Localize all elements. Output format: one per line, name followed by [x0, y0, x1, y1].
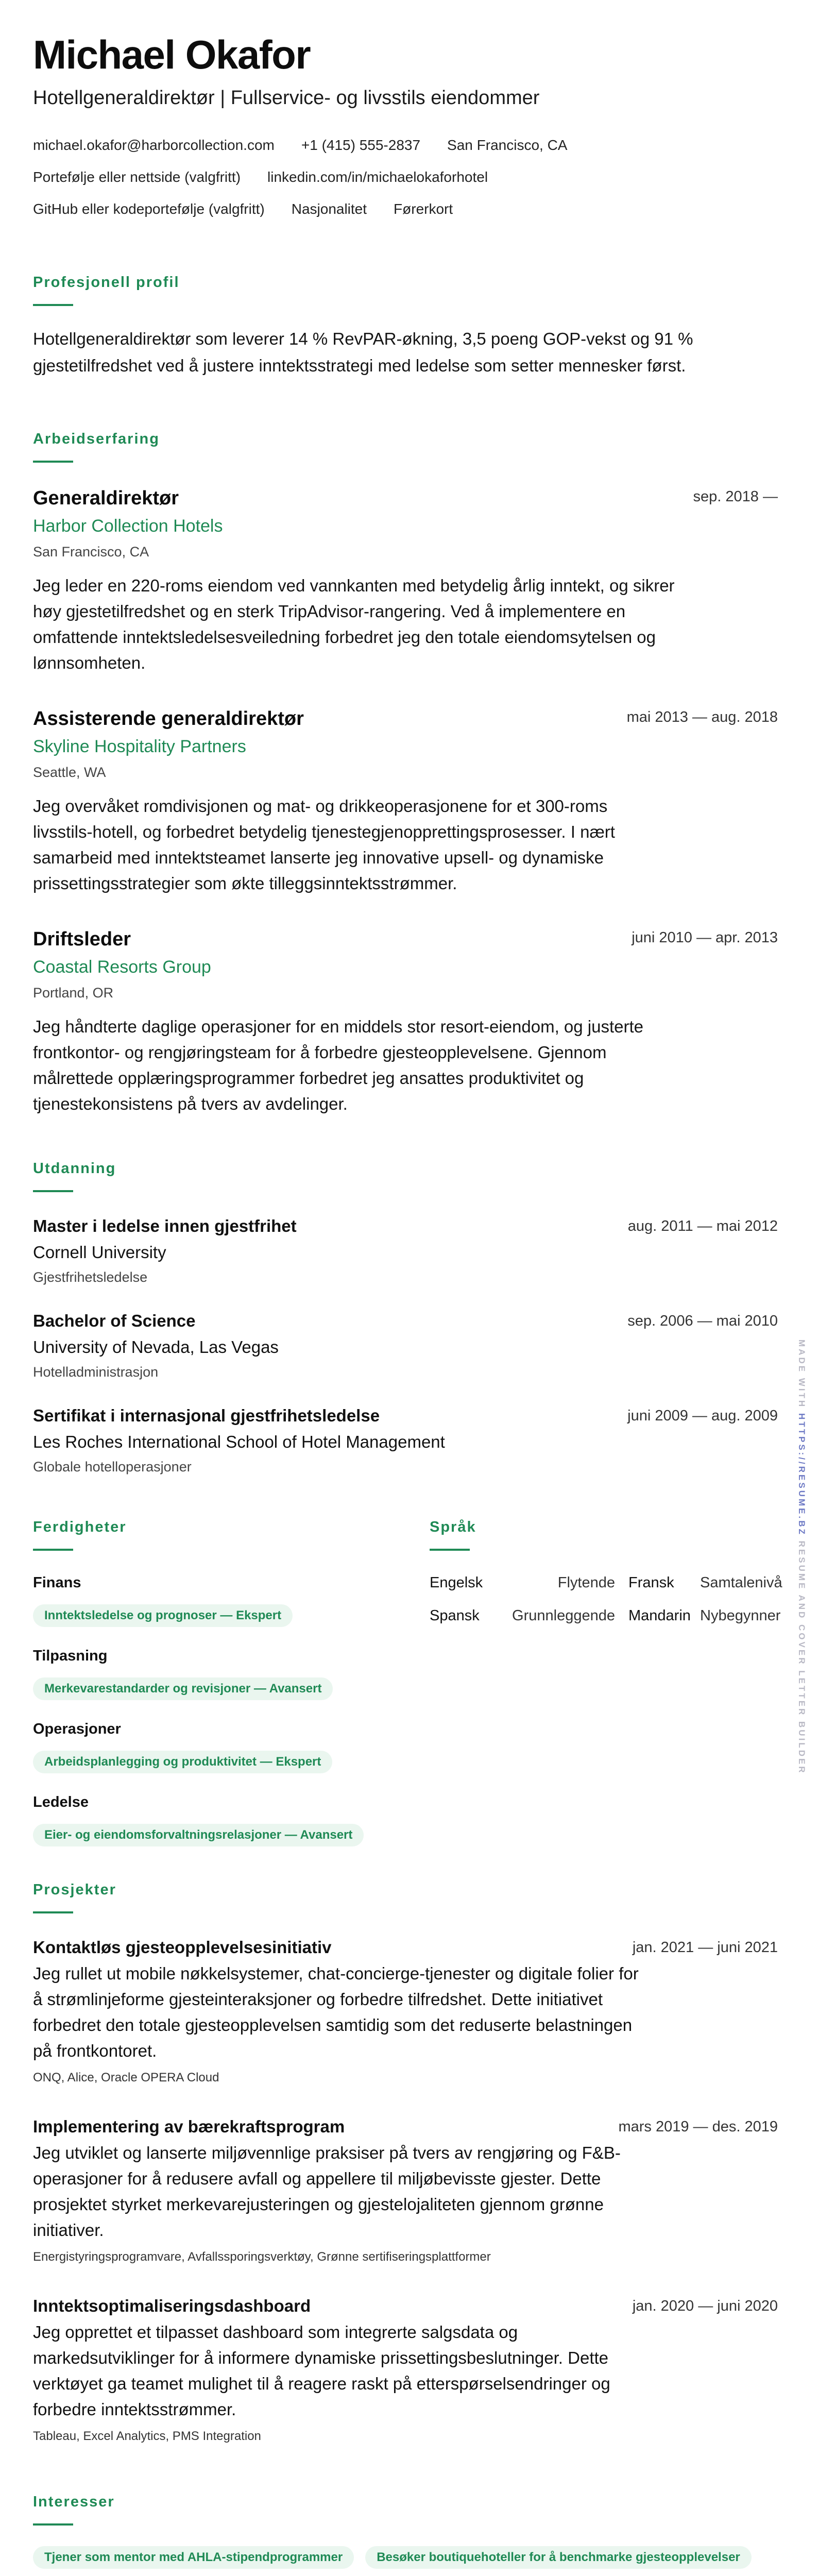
contact-license: Førerkort [394, 201, 453, 217]
education-school: Les Roches International School of Hotel Management [33, 1432, 445, 1451]
skill-category: Tilpasning [33, 1648, 108, 1664]
job-location: Portland, OR [33, 985, 114, 1001]
language-level: Flytende [557, 1574, 615, 1591]
project-entry [33, 1936, 778, 2087]
job-company: Harbor Collection Hotels [33, 516, 223, 536]
skill-pill: Arbeidsplanlegging og produktivitet — Ekspert [33, 1751, 332, 1773]
job-title: Generaldirektør [33, 487, 179, 509]
language-name: Engelsk [430, 1574, 483, 1591]
watermark-text [796, 1340, 807, 1775]
job-description: Jeg overvåket romdivisjonen og mat- og drikkeoperasjonene for et 300-roms livsstils-hotell, og forbedret betydelig tjenestegjenopprettingsprosesser. I nært samarbeid med inntektsteamet lanserte jeg innovative upsell- og dynamiske prissettingsstrategier som økte tilleggsinntektsstrømmer. [33, 796, 615, 893]
languages-section [430, 1517, 782, 1626]
project-date: jan. 2020 — juni 2020 [632, 2298, 778, 2314]
interest-pill: Besøker boutiquehoteller for å benchmarke gjesteopplevelser [365, 2546, 752, 2569]
contact-row-3 [33, 199, 778, 219]
education-degree: Sertifikat i internasjonal gjestfrihetsledelse [33, 1406, 380, 1425]
watermark-suffix: RESUME AND COVER LETTER BUILDER [797, 1540, 807, 1775]
project-title: Implementering av bærekraftsprogram [33, 2117, 345, 2136]
watermark-prefix: MADE WITH [797, 1340, 807, 1409]
education-degree: Bachelor of Science [33, 1311, 196, 1330]
contact-nationality: Nasjonalitet [291, 201, 367, 217]
contact-row-1 [33, 135, 778, 156]
section-divider [33, 1549, 73, 1551]
section-divider [430, 1549, 470, 1551]
education-field: Hotelladministrasjon [33, 1364, 159, 1380]
skills-languages-row [33, 1517, 782, 1846]
skill-category: Ledelse [33, 1794, 89, 1810]
education-date: aug. 2011 — mai 2012 [627, 1218, 778, 1234]
education-entry [33, 1404, 778, 1477]
watermark-link[interactable]: HTTPS://RESUME.BZ [797, 1413, 807, 1536]
job-date: mai 2013 — aug. 2018 [626, 709, 778, 725]
language-row [430, 1605, 781, 1626]
interests-section [33, 2492, 778, 2576]
job-company: Skyline Hospitality Partners [33, 737, 246, 756]
section-divider [33, 461, 73, 463]
project-date: mars 2019 — des. 2019 [618, 2119, 778, 2135]
job-title: Driftsleder [33, 928, 131, 950]
builder-watermark [797, 1340, 809, 1775]
experience-section [33, 429, 778, 1117]
skills-section [33, 1517, 414, 1846]
education-school: University of Nevada, Las Vegas [33, 1337, 279, 1357]
section-title-skills: Ferdigheter [33, 1519, 127, 1535]
language-name: Fransk [628, 1574, 674, 1591]
job-company: Coastal Resorts Group [33, 957, 211, 977]
job-title: Assisterende generaldirektør [33, 708, 304, 730]
candidate-headline: Hotellgeneraldirektør | Fullservice- og livsstils eiendommer [33, 87, 540, 109]
interest-pill: Tjener som mentor med AHLA-stipendprogrammer [33, 2546, 354, 2569]
job-location: San Francisco, CA [33, 544, 149, 560]
profile-section [33, 272, 778, 379]
language-level: Grunnleggende [512, 1607, 615, 1624]
project-technologies: ONQ, Alice, Oracle OPERA Cloud [33, 2071, 219, 2084]
language-row [430, 1572, 782, 1593]
section-title-projects: Prosjekter [33, 1882, 116, 1898]
skill-group [33, 1646, 414, 1700]
candidate-name: Michael Okafor [33, 32, 311, 77]
skill-pill: Inntektsledelse og prognoser — Ekspert [33, 1604, 293, 1627]
skill-group [33, 1792, 414, 1846]
education-entry [33, 1310, 778, 1382]
project-description: Jeg opprettet et tilpasset dashboard som integrerte salgsdata og markedsutviklinger for å informere dynamiske prissettingsbeslutninger. Dette verktøyet ga teamet mulighet til å reagere raskt på etterspørselsendringer og forbedre inntektsstrømmer. [33, 2323, 610, 2419]
skill-group [33, 1572, 414, 1627]
education-date: sep. 2006 — mai 2010 [627, 1313, 778, 1329]
contact-location: San Francisco, CA [447, 137, 568, 153]
contact-portfolio[interactable]: Portefølje eller nettside (valgfritt) [33, 169, 241, 185]
skill-pill: Merkevarestandarder og revisjoner — Avansert [33, 1677, 333, 1700]
interests-list [33, 2546, 778, 2576]
job-entry [33, 706, 778, 896]
section-title-education: Utdanning [33, 1160, 116, 1177]
job-entry [33, 926, 778, 1117]
job-location: Seattle, WA [33, 765, 106, 780]
project-date: jan. 2021 — juni 2021 [632, 1939, 778, 1956]
language-level: Nybegynner [700, 1607, 781, 1624]
project-entry [33, 2115, 778, 2266]
project-technologies: Energistyringsprogramvare, Avfallssporingsverktøy, Grønne sertifiseringsplattformer [33, 2250, 491, 2264]
contact-row-2 [33, 167, 778, 188]
profile-summary: Hotellgeneraldirektør som leverer 14 % RevPAR-økning, 3,5 poeng GOP-vekst og 91 % gjestetilfredshet ved å justere inntektsstrategi med ledelse som setter mennesker først. [33, 329, 693, 375]
section-title-interests: Interesser [33, 2494, 115, 2510]
education-field: Globale hotelloperasjoner [33, 1459, 192, 1475]
job-description: Jeg håndterte daglige operasjoner for en middels stor resort-eiendom, og justerte frontkontor- og rengjøringsteam for å forbedre gjesteopplevelsene. Gjennom målrettede opplæringsprogrammer forbedret jeg ansattes produktivitet og tjenestekonsistens på tvers av avdelinger. [33, 1017, 644, 1113]
skill-category: Operasjoner [33, 1721, 121, 1737]
contact-linkedin[interactable]: linkedin.com/in/michaelokaforhotel [267, 169, 488, 185]
section-divider [33, 2523, 73, 2526]
project-technologies: Tableau, Excel Analytics, PMS Integration [33, 2429, 261, 2443]
project-description: Jeg rullet ut mobile nøkkelsystemer, chat-concierge-tjenester og digitale folier for å strømlinjeforme gjesteinteraksjoner og forbedre tilfredshet. Dette initiativet forbedret den totale gjesteopplevelsen samtidig som det reduserte belastningen på frontkontoret. [33, 1964, 639, 2060]
section-divider [33, 304, 73, 306]
job-date: juni 2010 — apr. 2013 [632, 929, 778, 946]
contact-email[interactable]: michael.okafor@harborcollection.com [33, 137, 275, 153]
section-title-languages: Språk [430, 1519, 476, 1535]
language-name: Spansk [430, 1607, 480, 1624]
education-degree: Master i ledelse innen gjestfrihet [33, 1216, 297, 1235]
education-school: Cornell University [33, 1243, 166, 1262]
resume-header [33, 31, 778, 219]
skill-pill: Eier- og eiendomsforvaltningsrelasjoner — Avansert [33, 1824, 364, 1846]
job-date: sep. 2018 — [693, 488, 778, 505]
projects-section [33, 1879, 778, 2445]
section-title-profile: Profesjonell profil [33, 274, 180, 291]
job-description: Jeg leder en 220-roms eiendom ved vannkanten med betydelig årlig inntekt, og sikrer høy gjestetilfredshet og en sterk TripAdvisor-rangering. Ved å implementere en omfattende inntektsledelsesveiledning forbedret jeg den totale eiendomsytelsen og lønnsomheten. [33, 576, 675, 672]
project-title: Kontaktløs gjesteopplevelsesinitiativ [33, 1938, 332, 1957]
contact-phone[interactable]: +1 (415) 555-2837 [301, 137, 421, 153]
resume-page [33, 31, 782, 2576]
job-entry [33, 485, 778, 676]
education-field: Gjestfrihetsledelse [33, 1269, 148, 1285]
project-title: Inntektsoptimaliseringsdashboard [33, 2296, 311, 2315]
skill-group [33, 1719, 414, 1773]
language-level: Samtalenivå [700, 1574, 782, 1591]
section-divider [33, 1911, 73, 1913]
contact-github[interactable]: GitHub eller kodeportefølje (valgfritt) [33, 201, 265, 217]
education-date: juni 2009 — aug. 2009 [627, 1408, 778, 1424]
section-title-experience: Arbeidserfaring [33, 431, 160, 447]
education-entry [33, 1215, 778, 1287]
project-entry [33, 2295, 778, 2445]
education-section [33, 1158, 778, 1477]
language-name: Mandarin [628, 1607, 691, 1624]
skill-category: Finans [33, 1574, 81, 1591]
project-description: Jeg utviklet og lanserte miljøvennlige praksiser på tvers av rengjøring og F&B-operasjoner for å redusere avfall og appellere til miljøbevisste gjester. Dette prosjektet styrket merkevarejusteringen og gjestelojaliteten gjennom grønne initiativer. [33, 2143, 621, 2240]
section-divider [33, 1190, 73, 1192]
